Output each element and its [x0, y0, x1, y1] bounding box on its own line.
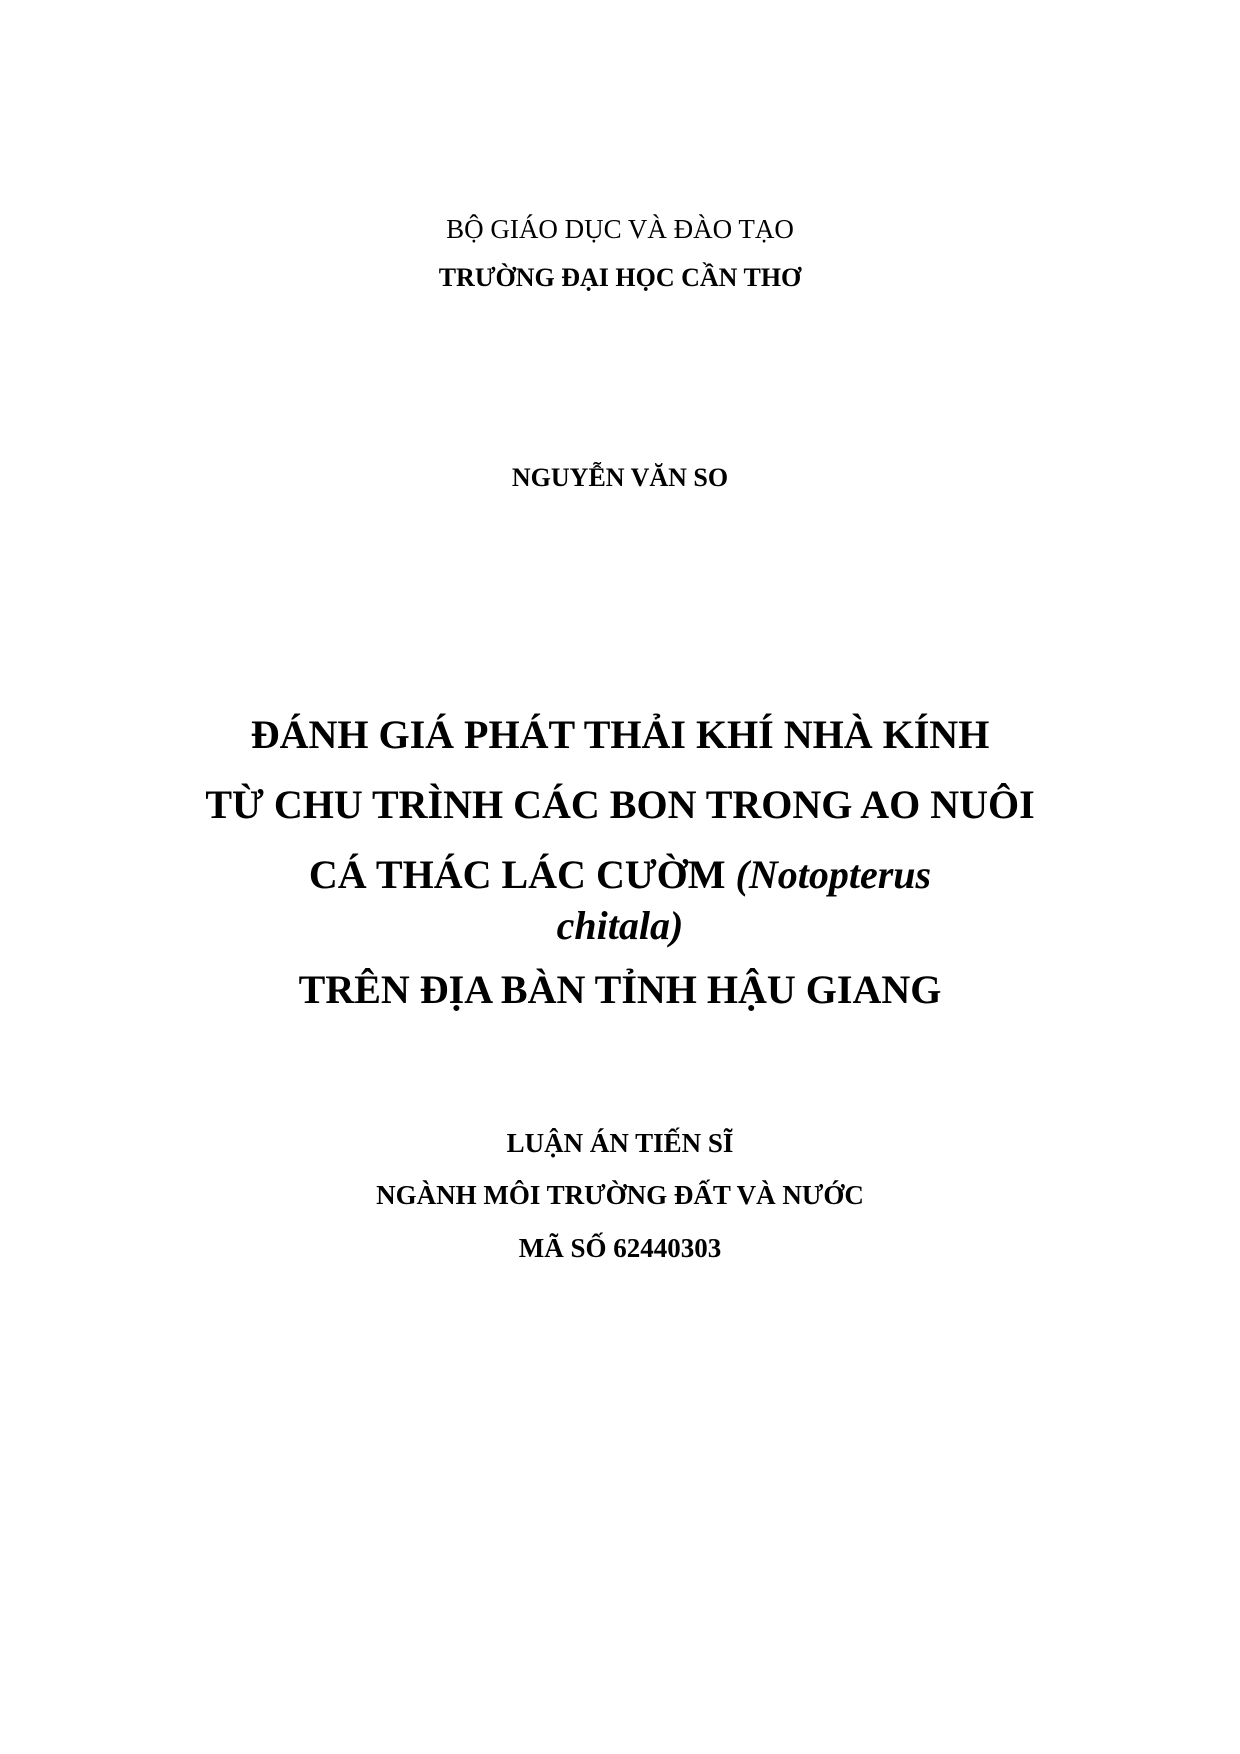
title-line-3	[0, 852, 1240, 897]
university-name: TRƯỜNG ĐẠI HỌC CẦN THƠ	[438, 263, 802, 292]
thesis-type: LUẬN ÁN TIẾN SĨ	[506, 1128, 734, 1158]
author-name: NGUYỄN VĂN SO	[511, 463, 729, 492]
title-line-1: ĐÁNH GIÁ PHÁT THẢI KHÍ NHÀ KÍNH	[250, 712, 990, 757]
scientific-name-genus: (Notopterus	[735, 852, 932, 897]
title-line-2: TỪ CHU TRÌNH CÁC BON TRONG AO NUÔI	[205, 782, 1035, 827]
thesis-code: MÃ SỐ 62440303	[518, 1233, 722, 1263]
ministry-name: BỘ GIÁO DỤC VÀ ĐÀO TẠO	[446, 214, 794, 244]
scientific-name-species: chitala)	[556, 903, 684, 948]
title-line-5: TRÊN ĐỊA BÀN TỈNH HẬU GIANG	[298, 967, 942, 1012]
thesis-major: NGÀNH MÔI TRƯỜNG ĐẤT VÀ NƯỚC	[376, 1180, 864, 1210]
title-line-3-text: CÁ THÁC LÁC CƯỜM	[308, 852, 736, 897]
